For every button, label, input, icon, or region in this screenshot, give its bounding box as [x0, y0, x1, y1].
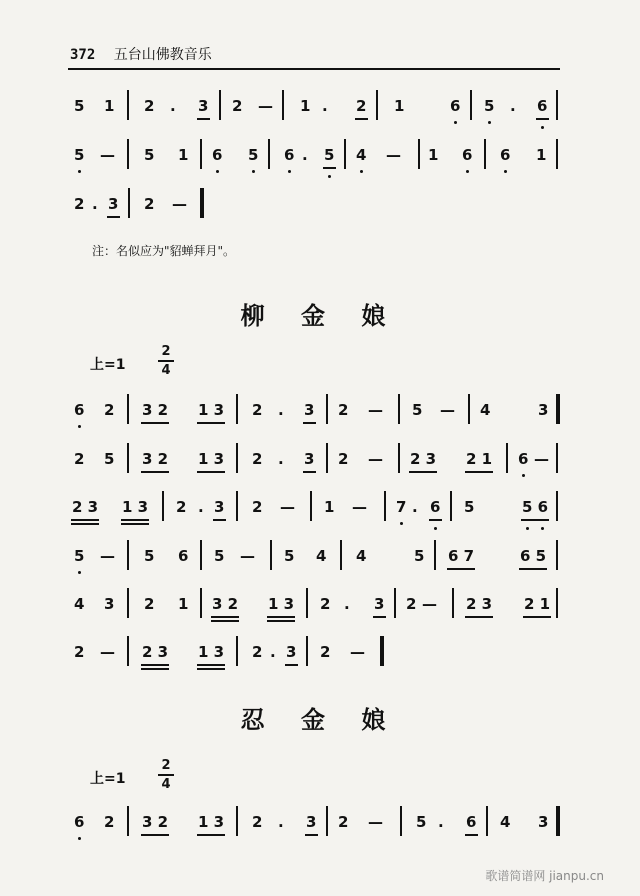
- note: 2: [176, 498, 187, 516]
- note: 5: [464, 498, 475, 516]
- low-octave-dot: [328, 175, 331, 178]
- low-octave-dot: [216, 170, 219, 173]
- time-sig-denominator: 4: [161, 777, 171, 792]
- note: 5: [416, 813, 427, 831]
- low-octave-dot: [434, 527, 437, 530]
- note: 2: [338, 450, 349, 468]
- note: 1 3: [198, 813, 225, 831]
- score-line: [0, 642, 640, 682]
- barline: [200, 588, 202, 618]
- score-line: [0, 400, 640, 440]
- underline: [447, 568, 475, 570]
- underline: [373, 616, 386, 618]
- low-octave-dot: [541, 126, 544, 129]
- score-line: [0, 497, 640, 537]
- underline: [71, 523, 99, 525]
- note: 4: [316, 547, 327, 565]
- note: 5: [324, 146, 335, 164]
- note: 5: [414, 547, 425, 565]
- barline: [219, 90, 221, 120]
- section-title-ren-jin-niang: 忍 金 娘: [240, 705, 400, 734]
- note: 1: [428, 146, 439, 164]
- barline: [556, 540, 558, 570]
- note: 2: [338, 813, 349, 831]
- note: —: [534, 450, 549, 468]
- note: 2 3: [466, 595, 493, 613]
- low-octave-dot: [466, 170, 469, 173]
- note: 2: [232, 97, 243, 115]
- note: .: [438, 813, 444, 831]
- note: 1: [178, 595, 189, 613]
- note: 6 5: [520, 547, 547, 565]
- note: —: [240, 547, 255, 565]
- underline: [197, 834, 225, 836]
- final-barline: [380, 636, 384, 666]
- section-title-liu-jin-niang: 柳 金 娘: [240, 301, 400, 330]
- underline: [197, 422, 225, 424]
- note: 5: [74, 146, 85, 164]
- note: —: [368, 401, 383, 419]
- underline: [409, 471, 437, 473]
- final-barline: [556, 806, 560, 836]
- note: 3 2: [142, 450, 169, 468]
- note: —: [422, 595, 437, 613]
- key-signature: 上=1: [90, 771, 126, 787]
- barline: [162, 491, 164, 521]
- note: 1 3: [198, 643, 225, 661]
- note: 1: [300, 97, 311, 115]
- note: 2: [320, 595, 331, 613]
- time-sig-numerator: 2: [161, 758, 171, 773]
- note: .: [278, 450, 284, 468]
- barline: [127, 394, 129, 424]
- barline: [470, 90, 472, 120]
- note: 2 3: [142, 643, 169, 661]
- note: 1 3: [198, 401, 225, 419]
- barline: [468, 394, 470, 424]
- note: —: [258, 97, 273, 115]
- barline: [128, 188, 130, 218]
- time-signature: [158, 344, 174, 378]
- barline: [127, 806, 129, 836]
- underline: [141, 471, 169, 473]
- note: —: [386, 146, 401, 164]
- note: .: [92, 195, 98, 213]
- note: 6: [212, 146, 223, 164]
- note: —: [100, 146, 115, 164]
- note: 5: [484, 97, 495, 115]
- underline: [141, 664, 169, 666]
- barline: [556, 588, 558, 618]
- low-octave-dot: [488, 121, 491, 124]
- note: 6: [500, 146, 511, 164]
- barline: [127, 443, 129, 473]
- note: 6: [450, 97, 461, 115]
- note: —: [100, 547, 115, 565]
- barline: [127, 636, 129, 666]
- note: 5: [104, 450, 115, 468]
- barline: [398, 394, 400, 424]
- note: —: [172, 195, 187, 213]
- note: 3: [306, 813, 317, 831]
- barline: [236, 636, 238, 666]
- note: 2: [320, 643, 331, 661]
- note: 6: [74, 813, 85, 831]
- barline: [506, 443, 508, 473]
- note: 1: [324, 498, 335, 516]
- barline: [282, 90, 284, 120]
- barline: [127, 540, 129, 570]
- barline: [268, 139, 270, 169]
- time-sig-denominator: 4: [161, 363, 171, 378]
- note: 3: [108, 195, 119, 213]
- underline: [71, 519, 99, 521]
- note: 3 2: [212, 595, 239, 613]
- note: —: [368, 813, 383, 831]
- book-title: 五台山佛教音乐: [113, 47, 212, 63]
- barline: [398, 443, 400, 473]
- barline: [400, 806, 402, 836]
- underline: [305, 834, 318, 836]
- low-octave-dot: [522, 474, 525, 477]
- barline: [484, 139, 486, 169]
- footnote: 注：名似应为"貂蝉拜月"。: [92, 244, 236, 258]
- note: 6: [284, 146, 295, 164]
- low-octave-dot: [360, 170, 363, 173]
- note: 3: [304, 401, 315, 419]
- note: 5: [284, 547, 295, 565]
- note: 1: [394, 97, 405, 115]
- note: 3: [198, 97, 209, 115]
- note: .: [302, 146, 308, 164]
- note: 7: [396, 498, 407, 516]
- underline: [213, 519, 226, 521]
- barline: [236, 443, 238, 473]
- note: 1 3: [198, 450, 225, 468]
- score-line: [0, 546, 640, 586]
- low-octave-dot: [541, 527, 544, 530]
- note: 4: [500, 813, 511, 831]
- barline: [306, 588, 308, 618]
- underline: [285, 664, 298, 666]
- note: 6: [518, 450, 529, 468]
- score-line: [0, 812, 640, 852]
- note: 1 3: [122, 498, 149, 516]
- underline: [141, 422, 169, 424]
- note: 5: [144, 146, 155, 164]
- note: 2 3: [72, 498, 99, 516]
- barline: [127, 588, 129, 618]
- note: 3: [304, 450, 315, 468]
- note: —: [368, 450, 383, 468]
- note: —: [280, 498, 295, 516]
- note: 2 1: [524, 595, 551, 613]
- key-signature: 上=1: [90, 357, 126, 373]
- barline: [450, 491, 452, 521]
- note: .: [510, 97, 516, 115]
- low-octave-dot: [78, 571, 81, 574]
- score-line: [0, 449, 640, 489]
- note: —: [440, 401, 455, 419]
- note: 1: [178, 146, 189, 164]
- note: 2: [144, 195, 155, 213]
- barline: [200, 540, 202, 570]
- underline: [197, 668, 225, 670]
- barline: [236, 806, 238, 836]
- note: 6: [462, 146, 473, 164]
- underline: [121, 523, 149, 525]
- barline: [340, 540, 342, 570]
- underline: [121, 519, 149, 521]
- note: 2: [74, 450, 85, 468]
- barline: [200, 139, 202, 169]
- barline: [556, 90, 558, 120]
- note: 4: [480, 401, 491, 419]
- final-barline: [200, 188, 204, 218]
- barline: [556, 491, 558, 521]
- underline: [303, 422, 316, 424]
- note: 2: [252, 401, 263, 419]
- note: 5: [74, 97, 85, 115]
- low-octave-dot: [252, 170, 255, 173]
- time-signature: [158, 758, 174, 792]
- note: 6: [537, 97, 548, 115]
- barline: [127, 139, 129, 169]
- note: —: [352, 498, 367, 516]
- watermark: 歌谱简谱网 jianpu.cn: [485, 869, 604, 883]
- underline: [141, 668, 169, 670]
- barline: [384, 491, 386, 521]
- barline: [452, 588, 454, 618]
- barline: [376, 90, 378, 120]
- note: 3: [286, 643, 297, 661]
- underline: [197, 471, 225, 473]
- barline: [394, 588, 396, 618]
- barline: [236, 491, 238, 521]
- note: 6 7: [448, 547, 475, 565]
- score-line: [0, 96, 640, 136]
- low-octave-dot: [78, 425, 81, 428]
- underline: [211, 620, 239, 622]
- barline: [556, 443, 558, 473]
- note: 3: [538, 401, 549, 419]
- score-line: [0, 145, 640, 185]
- underline: [465, 471, 493, 473]
- note: 5: [412, 401, 423, 419]
- barline: [326, 394, 328, 424]
- underline: [211, 616, 239, 618]
- note: 2: [74, 643, 85, 661]
- barline: [418, 139, 420, 169]
- note: 1: [536, 146, 547, 164]
- page-header: [70, 44, 212, 64]
- low-octave-dot: [78, 837, 81, 840]
- note: .: [170, 97, 176, 115]
- note: 5 6: [522, 498, 549, 516]
- underline: [197, 118, 210, 120]
- note: 2: [338, 401, 349, 419]
- note: 2: [252, 450, 263, 468]
- note: 3: [374, 595, 385, 613]
- barline: [344, 139, 346, 169]
- note: 4: [356, 547, 367, 565]
- barline: [306, 636, 308, 666]
- underline: [523, 616, 551, 618]
- underline: [141, 834, 169, 836]
- note: 2: [356, 97, 367, 115]
- note: 2: [74, 195, 85, 213]
- low-octave-dot: [78, 170, 81, 173]
- barline: [434, 540, 436, 570]
- note: 5: [144, 547, 155, 565]
- note: .: [412, 498, 418, 516]
- note: —: [350, 643, 365, 661]
- underline: [429, 519, 442, 521]
- note: 2: [252, 813, 263, 831]
- note: .: [322, 97, 328, 115]
- note: 3 2: [142, 401, 169, 419]
- note: 3: [214, 498, 225, 516]
- note: 1 3: [268, 595, 295, 613]
- note: 2 3: [410, 450, 437, 468]
- underline: [303, 471, 316, 473]
- note: 2: [104, 401, 115, 419]
- note: 4: [74, 595, 85, 613]
- note: .: [278, 813, 284, 831]
- note: 2 1: [466, 450, 493, 468]
- page-number: 372: [70, 47, 96, 63]
- note: 2: [104, 813, 115, 831]
- note: .: [270, 643, 276, 661]
- note: 5: [74, 547, 85, 565]
- low-octave-dot: [504, 170, 507, 173]
- note: 3: [538, 813, 549, 831]
- underline: [521, 519, 549, 521]
- note: 6: [178, 547, 189, 565]
- note: 2: [406, 595, 417, 613]
- low-octave-dot: [454, 121, 457, 124]
- note: .: [278, 401, 284, 419]
- note: 6: [74, 401, 85, 419]
- underline: [355, 118, 368, 120]
- note: 6: [430, 498, 441, 516]
- note: 3 2: [142, 813, 169, 831]
- time-sig-numerator: 2: [161, 344, 171, 359]
- barline: [556, 139, 558, 169]
- header-rule: [68, 68, 560, 70]
- note: 2: [252, 498, 263, 516]
- low-octave-dot: [288, 170, 291, 173]
- barline: [236, 394, 238, 424]
- note: 2: [144, 595, 155, 613]
- score-line: [0, 194, 640, 234]
- note: 4: [356, 146, 367, 164]
- note: 3: [104, 595, 115, 613]
- note: 5: [248, 146, 259, 164]
- underline: [465, 616, 493, 618]
- score-line: [0, 594, 640, 634]
- final-barline: [556, 394, 560, 424]
- barline: [486, 806, 488, 836]
- barline: [326, 443, 328, 473]
- underline: [197, 664, 225, 666]
- note: .: [344, 595, 350, 613]
- underline: [323, 167, 336, 169]
- low-octave-dot: [400, 522, 403, 525]
- note: 1: [104, 97, 115, 115]
- barline: [310, 491, 312, 521]
- note: 5: [214, 547, 225, 565]
- barline: [326, 806, 328, 836]
- underline: [107, 216, 120, 218]
- underline: [267, 620, 295, 622]
- barline: [127, 90, 129, 120]
- low-octave-dot: [526, 527, 529, 530]
- note: .: [198, 498, 204, 516]
- note: —: [100, 643, 115, 661]
- note: 6: [466, 813, 477, 831]
- underline: [267, 616, 295, 618]
- underline: [519, 568, 547, 570]
- underline: [536, 118, 549, 120]
- note: 2: [144, 97, 155, 115]
- barline: [270, 540, 272, 570]
- underline: [465, 834, 478, 836]
- note: 2: [252, 643, 263, 661]
